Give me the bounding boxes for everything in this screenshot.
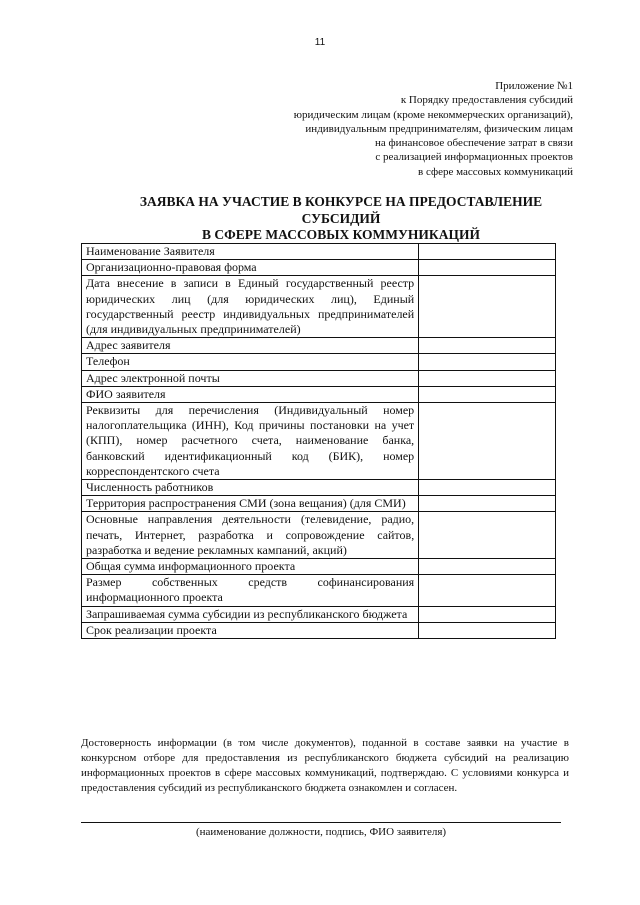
form-row — [82, 276, 556, 338]
form-row-value-cell[interactable] — [419, 403, 556, 480]
form-row-value-cell[interactable] — [419, 559, 556, 575]
form-row — [82, 386, 556, 402]
form-row-label: Размер собственных средств софинансирования информационного проекта — [82, 575, 419, 606]
form-row-label: Общая сумма информационного проекта — [82, 559, 419, 575]
form-row-value-cell[interactable] — [419, 260, 556, 276]
form-row-value-cell[interactable] — [419, 338, 556, 354]
form-row — [82, 403, 556, 480]
form-row — [82, 338, 556, 354]
appendix-line: с реализацией информационных проектов — [375, 151, 573, 164]
form-row-value-cell[interactable] — [419, 370, 556, 386]
appendix-line: индивидуальным предпринимателям, физическим лицам — [305, 122, 573, 135]
form-row — [82, 244, 556, 260]
signature-line — [81, 822, 561, 823]
application-form-table — [81, 243, 556, 639]
form-row — [82, 354, 556, 370]
form-row-label: Организационно-правовая форма — [82, 260, 419, 276]
form-row — [82, 559, 556, 575]
form-row-label: Наименование Заявителя — [82, 244, 419, 260]
form-row — [82, 512, 556, 559]
form-row-value-cell[interactable] — [419, 386, 556, 402]
title-line: ЗАЯВКА НА УЧАСТИЕ В КОНКУРСЕ НА ПРЕДОСТАВЛЕНИЕ — [139, 194, 543, 209]
form-row-label: Телефон — [82, 354, 419, 370]
declaration-text: Достоверность информации (в том числе документов), поданной в составе заявки на участие в конкурсном отборе для предоставления из республиканского бюджета субсидий на реализацию информационных проектов в сфере массовых коммуникаций, подтверждаю. С условиями конкурса и предоставления субсидий из республиканского бюджета ознакомлен и согласен. — [81, 737, 569, 794]
form-row-label: Адрес электронной почты — [82, 370, 419, 386]
signature-caption: (наименование должности, подпись, ФИО заявителя) — [195, 826, 447, 838]
form-row — [82, 260, 556, 276]
form-row-value-cell[interactable] — [419, 244, 556, 260]
form-row-value-cell[interactable] — [419, 276, 556, 338]
appendix-header — [294, 79, 573, 179]
form-row-label: Территория распространения СМИ (зона вещания) (для СМИ) — [82, 496, 419, 512]
form-row — [82, 496, 556, 512]
form-row-label: ФИО заявителя — [82, 386, 419, 402]
form-row-value-cell[interactable] — [419, 575, 556, 606]
appendix-line: юридическим лицам (кроме некоммерческих организаций), — [293, 108, 573, 121]
form-row-value-cell[interactable] — [419, 354, 556, 370]
form-row-value-cell[interactable] — [419, 480, 556, 496]
form-row-label: Запрашиваемая сумма субсидии из республиканского бюджета — [82, 606, 419, 622]
appendix-line: к Порядку предоставления субсидий — [400, 94, 573, 107]
appendix-line: на финансовое обеспечение затрат в связи — [375, 137, 573, 150]
form-row-value-cell[interactable] — [419, 512, 556, 559]
form-row-value-cell[interactable] — [419, 622, 556, 638]
form-row — [82, 606, 556, 622]
form-row-label: Основные направления деятельности (телевидение, радио, печать, Интернет, разработка и сопровождение сайтов, разработка и ведение рекламных кампаний, акций) — [82, 512, 419, 559]
form-title — [120, 194, 562, 244]
form-row-label: Адрес заявителя — [82, 338, 419, 354]
title-line: СУБСИДИЙ — [301, 210, 381, 226]
appendix-line: в сфере массовых коммуникаций — [418, 165, 573, 178]
form-row — [82, 370, 556, 386]
page-number: 11 — [314, 37, 326, 48]
form-row-label: Реквизиты для перечисления (Индивидуальный номер налогоплательщика (ИНН), Код причины постановки на учет (КПП), номер расчетного счета, наименование банка, банковский идентификационный код (БИК), номер корреспондентского счета — [82, 403, 419, 480]
form-row-label: Дата внесение в записи в Единый государственный реестр юридических лиц (для юридических лиц), Единый государственный реестр индивидуальных предпринимателей (для индивидуальных предпринимателей) — [82, 276, 419, 338]
form-row-label: Срок реализации проекта — [82, 622, 419, 638]
form-row — [82, 622, 556, 638]
form-row-value-cell[interactable] — [419, 606, 556, 622]
form-row-label: Численность работников — [82, 480, 419, 496]
appendix-line: Приложение №1 — [495, 80, 573, 92]
form-row — [82, 575, 556, 606]
form-row — [82, 480, 556, 496]
title-line: В СФЕРЕ МАССОВЫХ КОММУНИКАЦИЙ — [202, 227, 480, 242]
form-row-value-cell[interactable] — [419, 496, 556, 512]
